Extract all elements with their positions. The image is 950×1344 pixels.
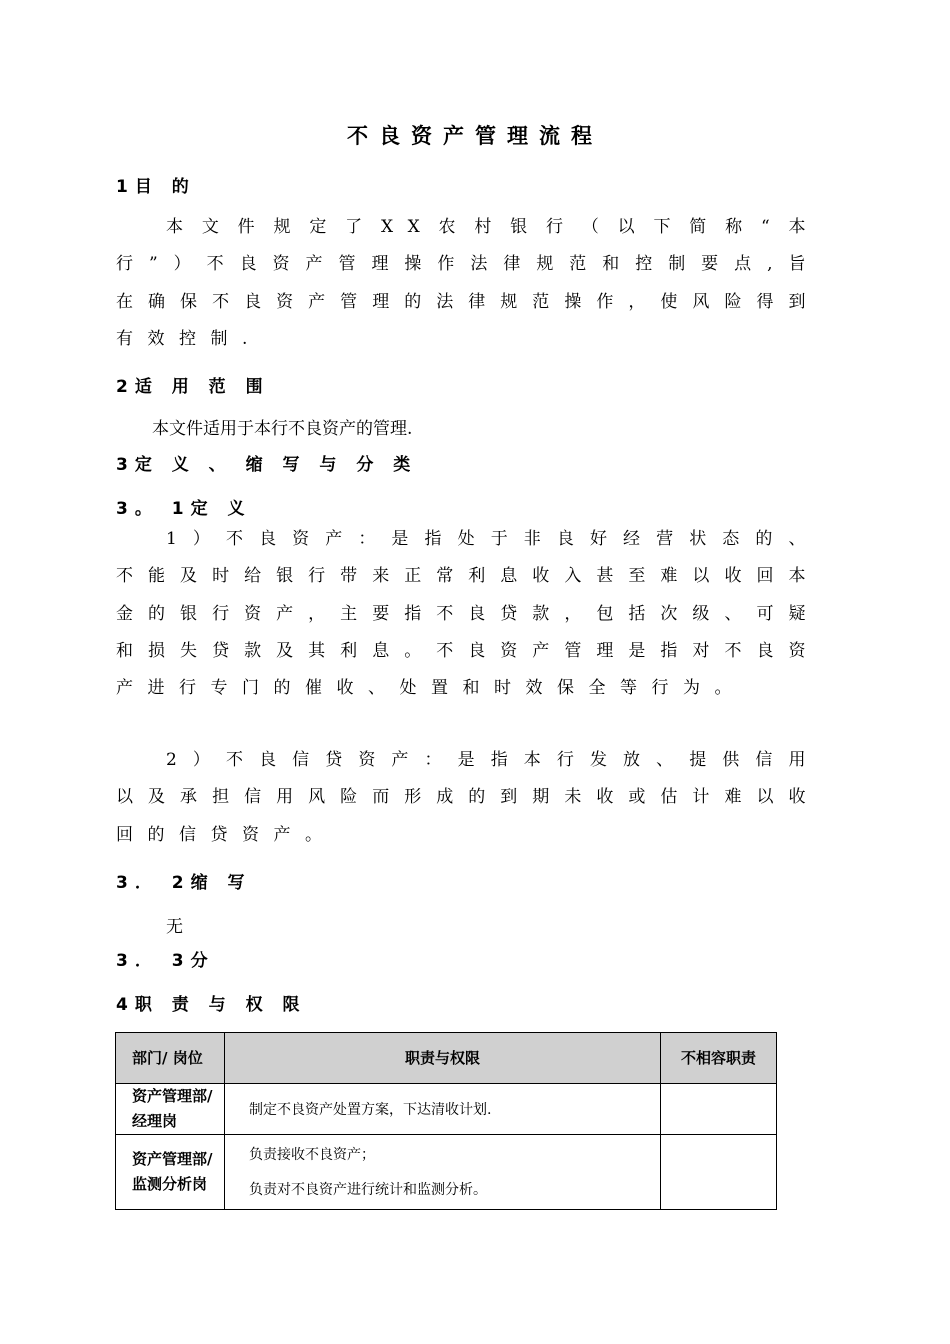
table-cell-responsibility — [225, 1135, 661, 1210]
table-header-incompatible: 不相容职责 — [661, 1033, 777, 1084]
table-header-row — [116, 1033, 777, 1084]
table-cell-dept: 资产管理部/ 监测分析岗 — [116, 1135, 225, 1210]
table-cell-incompatible — [661, 1084, 777, 1135]
table-cell-incompatible — [661, 1135, 777, 1210]
table-cell-responsibility — [225, 1084, 661, 1135]
table-row — [116, 1135, 777, 1210]
responsibility-item: 负责接收不良资产； — [249, 1147, 375, 1163]
responsibility-item: 制定不良资产处置方案，下达清收计划. — [249, 1101, 492, 1118]
responsibility-item: 负责对不良资产进行统计和监测分析。 — [249, 1182, 487, 1198]
document-title: 不良资产管理流程 — [347, 124, 603, 148]
section-3-3-heading: 3． 3分 — [116, 951, 215, 971]
section-2-heading: 2适 用 范 围 — [116, 377, 270, 397]
table-row — [116, 1084, 777, 1135]
section-3-2-heading: 3． 2缩 写 — [116, 873, 252, 893]
section-3-1-heading: 3。 1定 义 — [116, 499, 252, 519]
section-4-heading: 4职 责 与 权 限 — [116, 995, 307, 1015]
definition-2-text: 2）不良信贷资产：是指本行发放、提供信用以及承担信用风险而形成的到期未收或估计难以收回的信贷资产。 — [116, 750, 820, 845]
definition-1-text: 1）不良资产：是指处于非良好经营状态的、不能及时给银行带来正常利息收入甚至难以收回本金的银行资产，主要指不良贷款，包括次级、可疑和损失贷款及其利息。不良资产管理是指对不良资产进行专门的催收、处置和时效保全等行为。 — [116, 529, 820, 699]
section-1-text: 本文件规定了XX农村银行（以下简称“本行”）不良资产管理操作法律规范和控制要点,旨在确保不良资产管理的法律规范操作，使风险得到有效控制. — [116, 217, 821, 349]
section-1-heading: 1目 的 — [116, 177, 196, 197]
table-header-responsibility: 职责与权限 — [225, 1033, 661, 1084]
table-header-dept: 部门/ 岗位 — [116, 1033, 225, 1084]
section-2-text: 本文件适用于本行不良资产的管理. — [152, 419, 413, 439]
table-cell-dept: 资产管理部/ 经理岗 — [116, 1084, 225, 1135]
section-3-heading: 3定 义 、 缩 写 与 分 类 — [116, 455, 418, 475]
duties-table — [115, 1032, 777, 1210]
section-3-2-text: 无 — [166, 917, 183, 937]
